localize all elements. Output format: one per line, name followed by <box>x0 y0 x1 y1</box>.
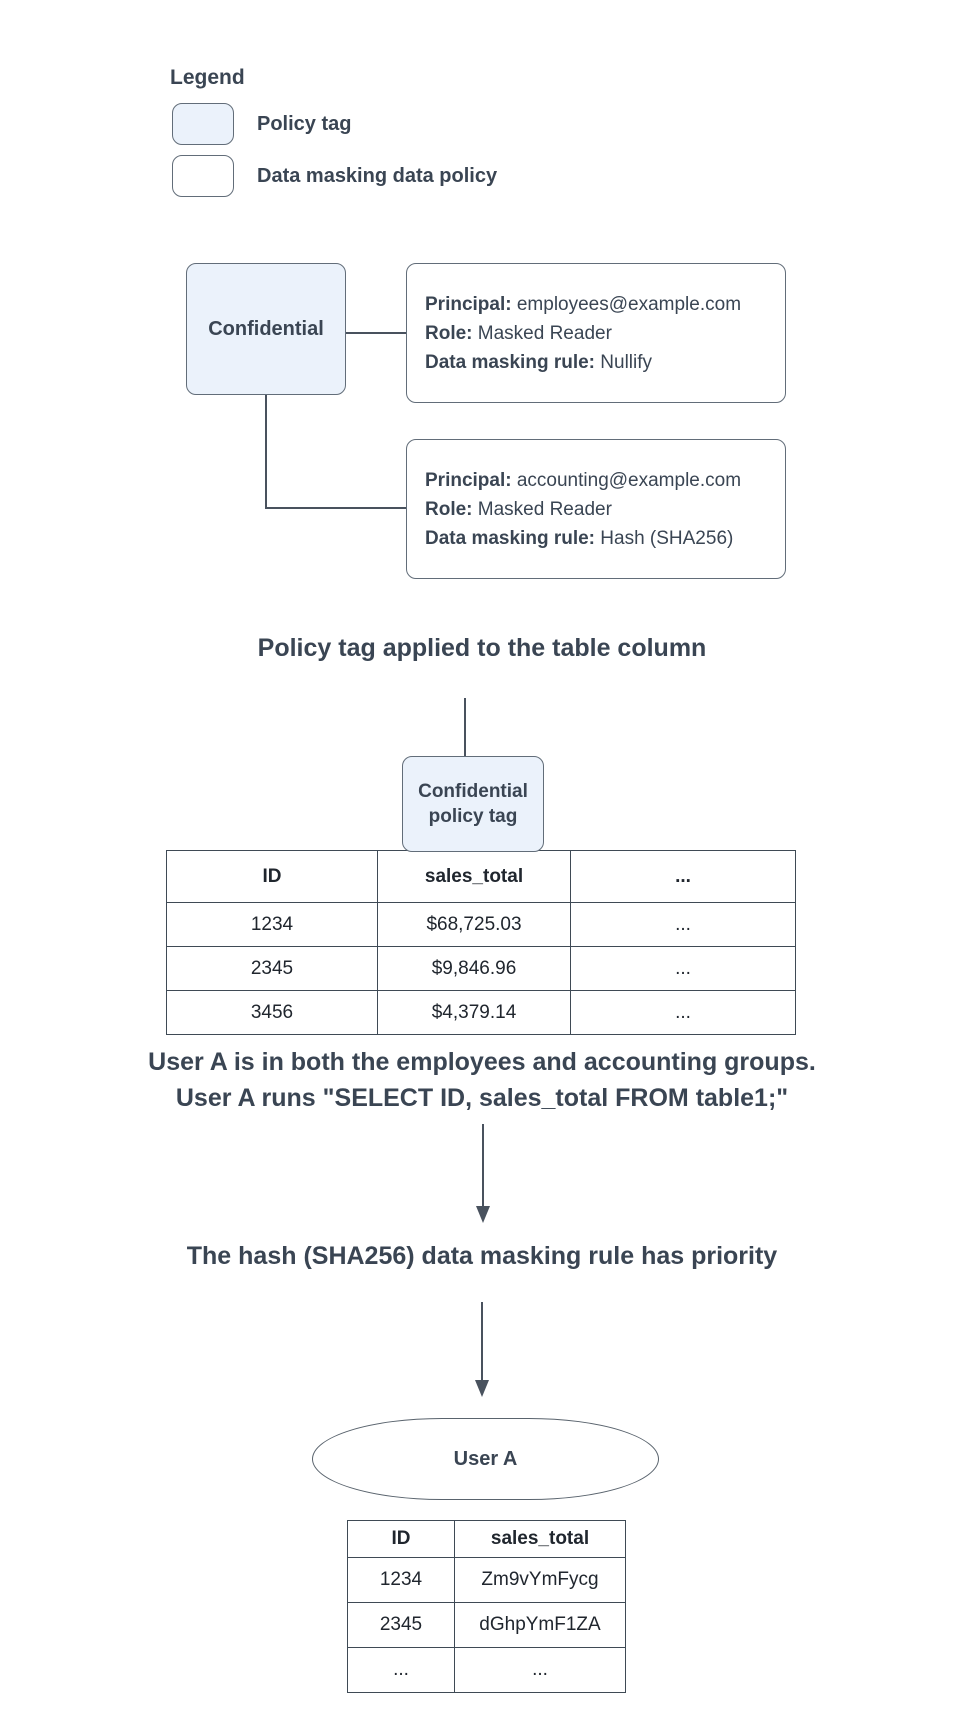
source-table-cell: 1234 <box>167 903 378 947</box>
policy2-principal-value: accounting@example.com <box>516 470 742 491</box>
policy1-role-value: Masked Reader <box>477 323 612 344</box>
source-table-cell: ... <box>571 947 796 991</box>
policy1-rule-label: Data masking rule: <box>425 352 595 373</box>
source-table-header-row <box>167 851 796 903</box>
source-table-header-id: ID <box>167 851 378 903</box>
masked-table-row-2 <box>348 1603 626 1648</box>
policy2-principal-label: Principal: <box>425 470 512 491</box>
source-table-row-3 <box>167 991 796 1035</box>
source-table-cell: $68,725.03 <box>378 903 571 947</box>
source-table-cell: $4,379.14 <box>378 991 571 1035</box>
masked-table-cell: Zm9vYmFycg <box>455 1558 626 1603</box>
masked-table-cell: dGhpYmF1ZA <box>455 1603 626 1648</box>
policy2-principal-line <box>425 466 785 495</box>
masked-table-row-1 <box>348 1558 626 1603</box>
user-a-label: User A <box>453 1447 518 1470</box>
source-table-cell: 3456 <box>167 991 378 1035</box>
legend-swatch-data-policy <box>172 155 234 197</box>
step3-heading: The hash (SHA256) data masking rule has priority <box>186 1242 778 1270</box>
user-a-node <box>312 1418 659 1500</box>
policy1-rule-line <box>425 348 785 377</box>
policy2-role-label: Role: <box>425 499 473 520</box>
arrow2-line <box>482 1124 484 1206</box>
masked-table-row-3 <box>348 1648 626 1693</box>
masked-table-cell: ... <box>348 1648 455 1693</box>
policy-tag-badge <box>402 756 544 852</box>
masked-table-header-row <box>348 1521 626 1558</box>
masked-table-header-sales-total: sales_total <box>455 1521 626 1558</box>
source-table-row-2 <box>167 947 796 991</box>
step2-heading-line1: User A is in both the employees and accounting groups. <box>148 1048 816 1076</box>
policy1-rule-value: Nullify <box>600 352 653 373</box>
legend-title: Legend <box>170 66 245 89</box>
legend-label-data-policy: Data masking data policy <box>257 165 498 187</box>
masked-table-cell: 2345 <box>348 1603 455 1648</box>
policy2-role-line <box>425 495 785 524</box>
arrow2-head-icon <box>476 1206 490 1223</box>
data-policy-box-employees <box>406 263 786 403</box>
policy-tag-badge-line2: policy tag <box>428 806 518 827</box>
connector-policy1-line <box>346 332 406 334</box>
arrow3-line <box>481 1302 483 1380</box>
source-table-header-ellipsis: ... <box>571 851 796 903</box>
policy-tag-node-confidential <box>186 263 346 395</box>
legend-label-policy-tag: Policy tag <box>257 113 352 135</box>
policy1-principal-label: Principal: <box>425 294 512 315</box>
source-table-cell: $9,846.96 <box>378 947 571 991</box>
arrow3-head-icon <box>475 1380 489 1397</box>
policy2-rule-value: Hash (SHA256) <box>600 528 734 549</box>
source-table-cell: 2345 <box>167 947 378 991</box>
source-table-cell: ... <box>571 903 796 947</box>
data-policy-box-accounting <box>406 439 786 579</box>
policy-tag-node-label: Confidential <box>208 317 324 340</box>
step1-heading: Policy tag applied to the table column <box>257 634 707 662</box>
source-table-row-1 <box>167 903 796 947</box>
source-table <box>166 850 796 1035</box>
policy2-rule-line <box>425 524 785 553</box>
policy2-role-value: Masked Reader <box>477 499 612 520</box>
masked-result-table <box>347 1520 626 1693</box>
masked-table-header-id: ID <box>348 1521 455 1558</box>
policy1-role-label: Role: <box>425 323 473 344</box>
policy2-rule-label: Data masking rule: <box>425 528 595 549</box>
source-table-header-sales-total: sales_total <box>378 851 571 903</box>
step2-heading-line2: User A runs "SELECT ID, sales_total FROM table1;" <box>175 1084 789 1112</box>
policy-tag-badge-line1: Confidential <box>418 781 528 802</box>
connector-policy2-vertical-line <box>265 395 267 509</box>
masked-table-cell: 1234 <box>348 1558 455 1603</box>
legend-swatch-policy-tag <box>172 103 234 145</box>
connector-policy2-horizontal-line <box>265 507 406 509</box>
masked-table-cell: ... <box>455 1648 626 1693</box>
step2-heading <box>0 1044 964 1116</box>
policy1-principal-value: employees@example.com <box>516 294 742 315</box>
source-table-cell: ... <box>571 991 796 1035</box>
policy1-principal-line <box>425 290 785 319</box>
policy1-role-line <box>425 319 785 348</box>
